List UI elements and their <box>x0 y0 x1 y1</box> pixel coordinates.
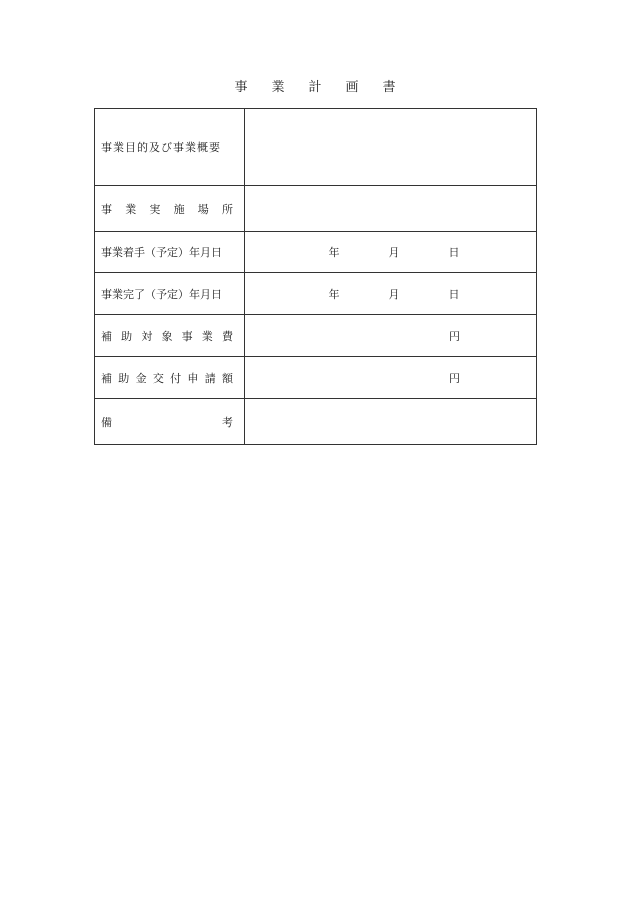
label-char: 施 <box>173 202 185 216</box>
table-row-end-date <box>95 273 537 315</box>
label-char: 場 <box>197 202 209 216</box>
table-row-start-date <box>95 232 537 273</box>
label-text: 事業目的及び事業概要 <box>101 141 221 154</box>
label-char: 備 <box>101 415 112 429</box>
field-remarks[interactable] <box>245 399 537 445</box>
label-char: 対 <box>141 329 153 343</box>
label-char: 助 <box>118 371 130 385</box>
label-char: 事 <box>101 202 112 216</box>
label-end-date <box>95 273 245 315</box>
year-unit: 年 <box>328 287 340 301</box>
day-unit: 日 <box>448 287 460 301</box>
plan-table <box>94 108 537 445</box>
label-char: 補 <box>101 371 112 385</box>
day-unit: 日 <box>448 246 460 259</box>
label-char: 象 <box>161 329 173 343</box>
field-end-date[interactable] <box>245 273 537 315</box>
table-row-remarks <box>95 399 537 445</box>
label-text: 事業着手（予定）年月日 <box>101 246 222 259</box>
year-unit: 年 <box>328 246 340 259</box>
field-eligible-cost[interactable] <box>245 315 537 357</box>
field-grant-amount[interactable] <box>245 357 537 399</box>
label-location <box>95 186 245 232</box>
label-char: 所 <box>221 202 233 216</box>
label-char: 申 <box>187 371 199 385</box>
table-row-grant-amount <box>95 357 537 399</box>
label-char: 考 <box>222 415 233 429</box>
label-char: 業 <box>201 329 213 343</box>
table-row-location <box>95 186 537 232</box>
yen-unit: 円 <box>449 329 460 343</box>
label-char: 請 <box>204 371 216 385</box>
label-char: 付 <box>170 371 182 385</box>
field-start-date[interactable] <box>245 232 537 273</box>
table-row-eligible-cost <box>95 315 537 357</box>
label-eligible-cost <box>95 315 245 357</box>
label-char: 事 <box>181 329 193 343</box>
table-row-purpose <box>95 109 537 186</box>
label-grant-amount <box>95 357 245 399</box>
label-remarks <box>95 399 245 445</box>
label-char: 実 <box>149 202 161 216</box>
label-char: 交 <box>152 371 164 385</box>
field-location[interactable] <box>245 186 537 232</box>
label-char: 補 <box>101 329 112 343</box>
month-unit: 月 <box>388 246 400 259</box>
label-char: 金 <box>135 371 147 385</box>
label-purpose-overview <box>95 109 245 186</box>
month-unit: 月 <box>388 287 400 301</box>
label-char: 費 <box>221 329 233 343</box>
label-start-date <box>95 232 245 273</box>
document-title: 事業計画書 <box>234 80 420 95</box>
field-purpose-overview[interactable] <box>245 109 537 186</box>
yen-unit: 円 <box>449 371 460 385</box>
label-char: 業 <box>125 202 137 216</box>
label-char: 助 <box>121 329 133 343</box>
label-text: 事業完了（予定）年月日 <box>101 287 222 301</box>
label-char: 額 <box>221 371 233 385</box>
